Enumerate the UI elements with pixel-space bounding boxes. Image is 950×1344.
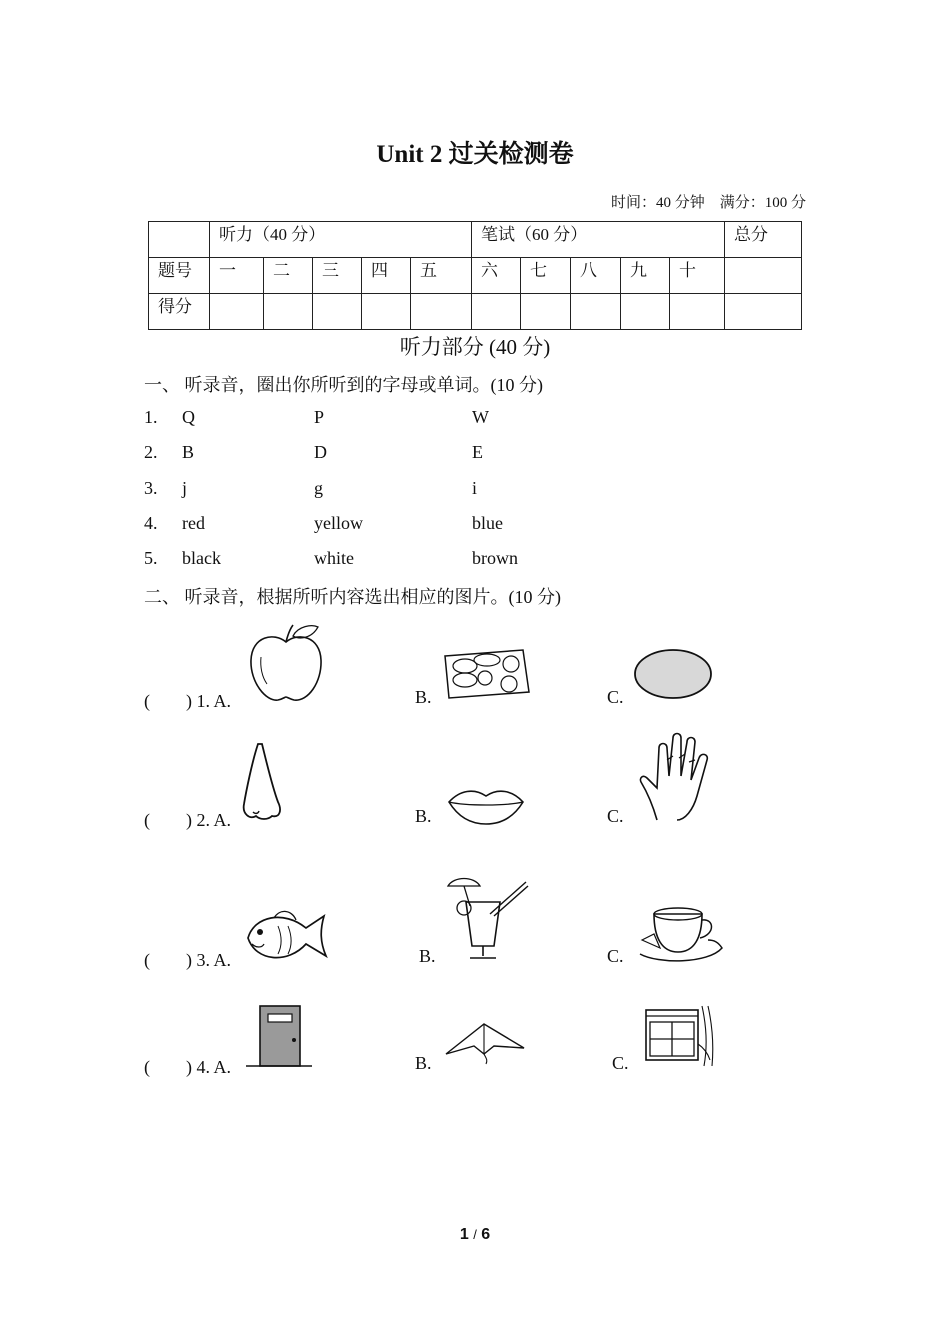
option-c-label: C.: [612, 1053, 629, 1073]
score-cell[interactable]: [264, 294, 313, 330]
score-cell[interactable]: [521, 294, 571, 330]
writing-header: 笔试（60 分）: [472, 222, 725, 258]
option-b[interactable]: P: [314, 407, 325, 427]
item-number: 4.: [144, 513, 158, 533]
q2-item-label: ( ) 1. A.: [144, 691, 231, 711]
total-pages: 6: [481, 1226, 491, 1243]
nose-icon[interactable]: [240, 742, 284, 822]
option-b-label: B.: [415, 1053, 432, 1073]
score-cell[interactable]: [571, 294, 621, 330]
option-a[interactable]: j: [182, 478, 188, 498]
option-b-label: B.: [419, 946, 436, 966]
number-cell: 四: [362, 258, 411, 294]
score-table: [148, 221, 802, 330]
number-cell: 十: [670, 258, 725, 294]
option-a[interactable]: black: [182, 548, 221, 568]
mouth-icon[interactable]: [446, 782, 526, 828]
item-number: 3.: [144, 478, 158, 498]
item-number: 2.: [144, 442, 158, 462]
number-cell: 五: [411, 258, 472, 294]
score-cell[interactable]: [725, 294, 802, 330]
option-c[interactable]: E: [472, 442, 483, 462]
option-c[interactable]: W: [472, 407, 489, 427]
row-label-score: 得分: [149, 294, 210, 330]
option-c-label: C.: [607, 806, 624, 826]
current-page: 1: [459, 1226, 469, 1243]
item-number: 1.: [144, 407, 158, 427]
question-1-title: 一、 听录音，圈出你所听到的字母或单词。(10 分): [144, 375, 543, 395]
page-separator: /: [473, 1227, 477, 1242]
option-b[interactable]: white: [314, 548, 354, 568]
hand-icon[interactable]: [637, 730, 713, 824]
option-b[interactable]: yellow: [314, 513, 363, 533]
kite-icon[interactable]: [444, 1020, 526, 1064]
q2-item-label: ( ) 4. A.: [144, 1057, 231, 1077]
option-b-label: B.: [415, 806, 432, 826]
score-cell[interactable]: [362, 294, 411, 330]
tea-cup-icon[interactable]: [638, 898, 730, 964]
window-icon[interactable]: [642, 1004, 716, 1070]
number-cell: 三: [313, 258, 362, 294]
option-b-label: B.: [415, 687, 432, 707]
juice-icon[interactable]: [444, 872, 530, 962]
number-cell: 七: [521, 258, 571, 294]
number-cell: 九: [621, 258, 670, 294]
option-c-label: C.: [607, 687, 624, 707]
score-cell[interactable]: [670, 294, 725, 330]
total-cell: [725, 258, 802, 294]
score-cell[interactable]: [210, 294, 264, 330]
question-2-title: 二、 听录音，根据所听内容选出相应的图片。(10 分): [144, 587, 561, 607]
score-cell[interactable]: [472, 294, 521, 330]
option-b[interactable]: g: [314, 478, 323, 498]
door-icon[interactable]: [246, 1004, 312, 1070]
q2-item-label: ( ) 2. A.: [144, 810, 231, 830]
option-a[interactable]: B: [182, 442, 195, 462]
option-c[interactable]: i: [472, 478, 478, 498]
listening-section-heading: 听力部分 (40 分): [399, 335, 551, 359]
egg-icon[interactable]: [632, 648, 714, 700]
row-label-number: 题号: [149, 258, 210, 294]
number-cell: 六: [472, 258, 521, 294]
option-c[interactable]: blue: [472, 513, 503, 533]
number-cell: 一: [210, 258, 264, 294]
option-a[interactable]: Q: [182, 407, 195, 427]
score-cell[interactable]: [621, 294, 670, 330]
option-b[interactable]: D: [314, 442, 327, 462]
listening-header: 听力（40 分）: [210, 222, 472, 258]
food-tray-icon[interactable]: [443, 648, 531, 700]
item-number: 5.: [144, 548, 158, 568]
fish-icon[interactable]: [244, 906, 332, 966]
option-c-label: C.: [607, 946, 624, 966]
option-c[interactable]: brown: [472, 548, 518, 568]
number-cell: 八: [571, 258, 621, 294]
number-cell: 二: [264, 258, 313, 294]
q2-item-label: ( ) 3. A.: [144, 950, 231, 970]
apple-icon[interactable]: [246, 622, 326, 704]
score-cell[interactable]: [411, 294, 472, 330]
page-number: [0, 1226, 950, 1244]
time-score-info: 时间：40 分钟 满分：100 分: [610, 195, 806, 211]
page-title: Unit 2 过关检测卷: [376, 141, 574, 168]
option-a[interactable]: red: [182, 513, 205, 533]
total-header: 总分: [725, 222, 802, 258]
score-cell[interactable]: [313, 294, 362, 330]
